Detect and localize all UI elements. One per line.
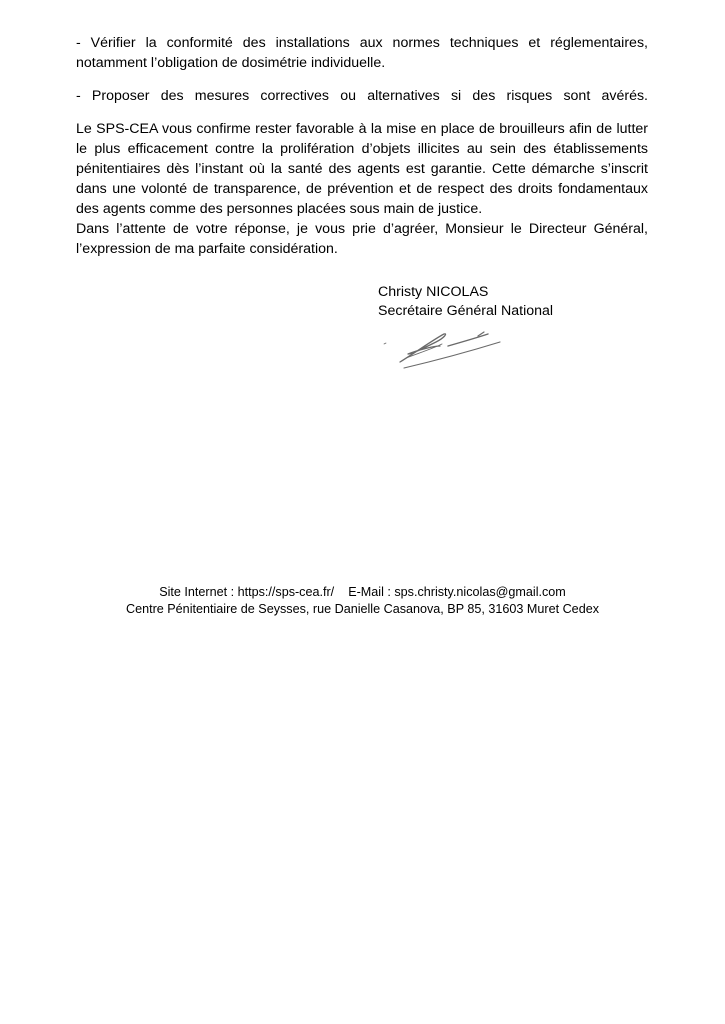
handwritten-signature	[378, 324, 508, 374]
footer-email: E-Mail : sps.christy.nicolas@gmail.com	[348, 585, 566, 599]
footer-address: Centre Pénitentiaire de Seysses, rue Danielle Casanova, BP 85, 31603 Muret Cedex	[125, 602, 599, 616]
footer	[0, 584, 725, 618]
signatory-title: Secrétaire Général National	[378, 303, 554, 319]
footer-website: Site Internet : https://sps-cea.fr/	[159, 585, 335, 599]
closing-paragraph: Dans l’attente de votre réponse, je vous prie d’agréer, Monsieur le Directeur Général, l’expression de ma parfaite considération.	[76, 221, 648, 257]
footer-contact-line	[0, 584, 725, 601]
bullet-propose-paragraph: - Proposer des mesures correctives ou alternatives si des risques sont avérés.	[76, 88, 648, 104]
signature-block	[378, 283, 553, 321]
signatory-name: Christy NICOLAS	[378, 284, 489, 300]
statement-paragraph: Le SPS-CEA vous confirme rester favorable à la mise en place de brouilleurs afin de lutter le plus efficacement contre la prolifération d’objets illicites au sein des établissements pénitentiaires dès l’instant où la santé des agents est garantie. Cette démarche s’inscrit dans une volonté de transparence, de prévention et de respect des droits fondamentaux des agents comme des personnes placées sous main de justice.	[76, 121, 648, 217]
bullet-verify-paragraph: - Vérifier la conformité des installations aux normes techniques et réglementaires, notamment l’obligation de dosimétrie individuelle.	[76, 35, 648, 71]
